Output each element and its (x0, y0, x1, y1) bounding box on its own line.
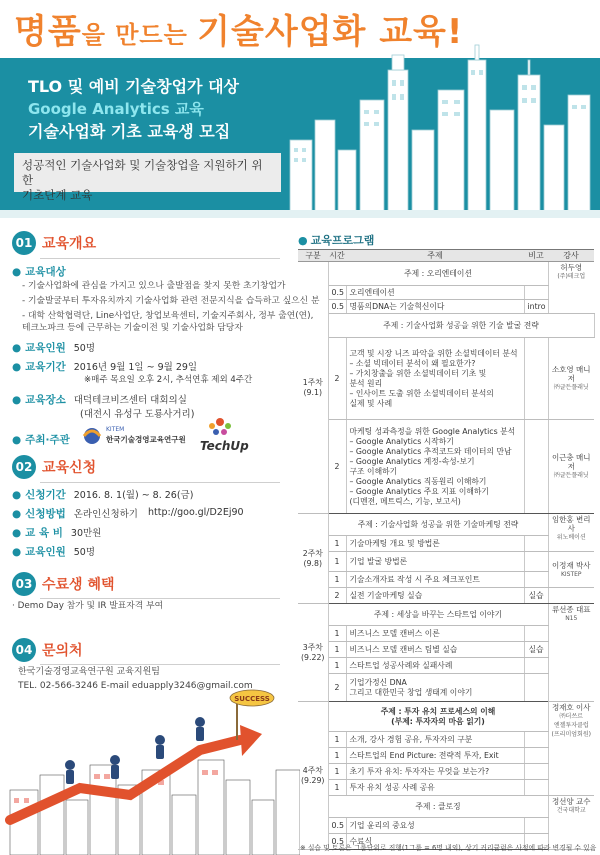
instructor-cell: 허두영 (주)테크업 (548, 262, 594, 314)
topic-cell: 기술마케팅 개요 및 방법론 (346, 536, 524, 552)
duration-cell: 1 (328, 536, 346, 552)
overview-place: ● 교육장소 대덕테크비즈센터 대회의실 (12, 394, 187, 406)
overview-people: ● 교육인원 50명 (12, 342, 96, 354)
bullet-icon: ● (12, 342, 22, 354)
duration-cell: 0.5 (328, 834, 346, 850)
topic-cell: 명품의DNA는 기술혁신이다 (346, 300, 524, 314)
topic-cell: 기업가정신 DNA 그리고 대한민국 창업 생태계 이야기 (346, 674, 524, 702)
contact-org: 한국기술경영교육연구원 교육지원팀 (18, 667, 160, 677)
overview-target-label: ● 교육대상 (12, 266, 66, 278)
note-cell: 실습 (524, 588, 548, 604)
period-note: ※매주 목요일 오후 2시, 추석연휴 제외 4주간 (84, 375, 253, 385)
bullet-icon: ● (12, 508, 22, 520)
techup-logo-icon (200, 415, 240, 441)
table-row (298, 702, 594, 732)
apply-url-link[interactable]: http://goo.gl/D2Ej90 (148, 507, 244, 518)
note-cell: 실습 (524, 642, 548, 658)
section-title: 수료생 혜택 (42, 577, 115, 593)
divider (40, 258, 280, 259)
success-sign-text: SUCCESS (234, 695, 270, 703)
note-cell (524, 286, 548, 300)
theme-cell: 주제 : 세상을 바꾸는 스타트업 이야기 (328, 604, 548, 626)
duration-cell: 0.5 (328, 286, 346, 300)
topic-cell: 비즈니스 모델 캔버스 팀별 실습 (346, 642, 524, 658)
bullet-icon: ● (12, 434, 22, 446)
duration-cell: 2 (328, 338, 346, 420)
duration-cell: 0.5 (328, 300, 346, 314)
table-row (298, 588, 594, 604)
duration-cell: 0.5 (328, 818, 346, 834)
table-header-row (298, 250, 594, 262)
target-item: - 기술발굴부터 투자유치까지 기술사업화 관련 전문지식을 습득하고 싶으신 분 (22, 296, 320, 306)
topic-cell: 수료식 (346, 834, 524, 850)
kitem-logo-tag: KITEM (106, 426, 125, 433)
section-title: 교육신청 (42, 460, 97, 476)
note-cell (524, 780, 548, 796)
subtitle-line-2: 기초단계 교육 (22, 188, 93, 202)
topic-cell: 기업 윤리의 중요성 (346, 818, 524, 834)
note-cell (524, 626, 548, 642)
target-item: 테크노파크 등에 근무하는 기술이전 및 기술사업화 담당자 (22, 323, 243, 333)
divider (40, 664, 280, 665)
column-header: 강사 (548, 250, 594, 262)
theme-cell: 주제 : 클로징 (328, 796, 548, 818)
overview-period: ● 교육기간 2016년 9월 1일 ~ 9월 29일 (12, 361, 198, 373)
kitem-logo (80, 424, 186, 446)
bullet-icon: ● (298, 234, 308, 247)
note-cell: intro (524, 300, 548, 314)
duration-cell: 1 (328, 748, 346, 764)
techup-logo (200, 415, 249, 455)
table-row (298, 552, 594, 572)
week-cell: 4주차 (9.29) (298, 702, 328, 850)
topic-cell: 기업 발굴 방법론 (346, 552, 524, 572)
table-row (298, 338, 594, 420)
bullet-icon: ● (12, 361, 22, 373)
note-cell (524, 732, 548, 748)
note-cell (524, 420, 548, 514)
note-cell (524, 818, 548, 834)
note-cell (524, 338, 548, 420)
duration-cell: 2 (328, 420, 346, 514)
techup-logo-text: TechUp (200, 439, 249, 453)
program-table (298, 249, 595, 850)
duration-cell: 1 (328, 658, 346, 674)
subtitle-box (14, 153, 281, 202)
topic-cell: 고객 및 시장 니즈 파악을 위한 소셜빅데이터 분석 – 소셜 빅데이터 분석이 왜 필요한가? – 가치창출을 위한 소셜빅데이터 기초 및 분석 원리 – 인사이트 도출 위한 소셜빅데이터 분석의 실제 및 사례 (346, 338, 524, 420)
section-contact-heading (12, 638, 83, 662)
instructor-cell (548, 588, 594, 604)
note-cell (524, 658, 548, 674)
apply-fee: ● 교 육 비 30만원 (12, 527, 102, 539)
note-cell (524, 748, 548, 764)
week-cell: 2주차 (9.8) (298, 514, 328, 604)
note-cell (524, 536, 548, 552)
bullet-icon: ● (12, 394, 22, 406)
topic-cell: 투자 유치 성공 사례 공유 (346, 780, 524, 796)
table-row (298, 262, 594, 286)
week-cell: 1주차 (9.1) (298, 262, 328, 514)
section-number: 04 (12, 638, 36, 662)
topic-cell: 오리엔테이션 (346, 286, 524, 300)
section-title: 문의처 (42, 643, 83, 659)
duration-cell: 1 (328, 626, 346, 642)
topic-cell: 마케팅 성과측정을 위한 Google Analytics 분석 – Google Analytics 시작하기 – Google Analytics 추적코드와 데이터의 만남 – Google Analytics 계정-속성-보기 구조 이해하기 – Google Analytics 직동원리 이해하기 – Google Analytics 주요 지표 이해하기 (디멘젼, 메트릭스, 기능, 보고서) (346, 420, 524, 514)
city-skyline-illustration (270, 0, 600, 218)
topic-cell: 소개, 강사 경험 공유, 투자자의 구분 (346, 732, 524, 748)
note-cell (524, 552, 548, 572)
duration-cell: 1 (328, 780, 346, 796)
instructor-cell: 임한홍 변리사 위노베이션 (548, 514, 594, 552)
week-cell: 3주차 (9.22) (298, 604, 328, 702)
instructor-cell: 정선양 교수 건국대학교 (548, 796, 594, 850)
target-item: - 기술사업화에 관심을 가지고 있으나 출발점을 찾지 못한 초기창업가 (22, 281, 286, 291)
divider (40, 598, 280, 599)
bullet-icon: ● (12, 266, 22, 278)
overview-host: ● 주최·주관 (12, 434, 70, 446)
duration-cell: 1 (328, 572, 346, 588)
theme-cell: 주제 : 기술사업화 성공을 위한 기술마케팅 전략 (328, 514, 548, 536)
table-row (298, 420, 594, 514)
topic-cell: 초기 투자 유치: 투자자는 무엇을 보는가? (346, 764, 524, 780)
note-cell (524, 764, 548, 780)
subtitle-line-1: 성공적인 기술사업화 및 기술창업을 지원하기 위한 (22, 158, 263, 187)
headline-recruit: 기술사업화 기초 교육생 모집 (28, 122, 231, 141)
kitem-logo-icon (80, 424, 104, 446)
column-header: 비고 (524, 250, 548, 262)
column-header: 시간 (329, 251, 345, 260)
duration-cell: 1 (328, 732, 346, 748)
title-part-c: 기술사업화 교육! (197, 12, 464, 52)
section-overview-heading (12, 231, 96, 255)
section-number: 01 (12, 231, 36, 255)
column-header: 주제 (346, 250, 524, 262)
section-benefit-heading (12, 572, 115, 596)
topic-cell: 실전 기술마케팅 실습 (346, 588, 524, 604)
section-title: 교육개요 (42, 236, 97, 252)
instructor-cell: 이정재 박사 KISTEP (548, 552, 594, 588)
title-part-b: 을 만드는 (81, 21, 198, 49)
headline-course: Google Analytics 교육 (28, 100, 204, 118)
topic-cell: 스타트업 성공사례와 실패사례 (346, 658, 524, 674)
table-row (298, 604, 594, 626)
section-number: 03 (12, 572, 36, 596)
table-row (298, 314, 594, 338)
benefit-item: · Demo Day 참가 및 IR 발표자격 부여 (12, 601, 164, 611)
headline-target: TLO 및 예비 기술창업가 대상 (28, 77, 239, 96)
apply-method: ● 신청방법 온라인신청하기 (12, 508, 138, 520)
note-cell (524, 674, 548, 702)
program-footnote: ※ 실습 및 토론은 그룹단위로 진행(1그룹 = 6명 내외), 상기 커리큘럼은 사정에 따라 변경될 수 있음 (300, 844, 597, 852)
duration-cell: 2 (328, 588, 346, 604)
contact-tel-email: TEL. 02-566-3246 E-mail eduapply3246@gmail.com (18, 681, 253, 691)
divider (40, 482, 280, 483)
header-bottom-stripe (0, 210, 600, 218)
apply-people: ● 교육인원 50명 (12, 546, 96, 558)
success-illustration (0, 670, 300, 855)
target-item: - 대학 산학협력단, Line사업단, 창업보육센터, 기술지주회사, 정부 출연(연), (22, 311, 314, 321)
header-banner (0, 0, 600, 218)
instructor-cell: 이근충 매니저 ㈜글든플래닛 (548, 420, 594, 514)
duration-cell: 1 (328, 642, 346, 658)
instructor-cell: 소호영 매니저 ㈜글든플래닛 (548, 338, 594, 420)
title-part-a: 명품 (14, 12, 82, 52)
instructor-cell: 류선종 대표 N15 (548, 604, 594, 702)
theme-cell: 주제 : 오리엔테이션 (328, 262, 548, 286)
duration-cell: 2 (328, 674, 346, 702)
duration-cell: 1 (328, 764, 346, 780)
bullet-icon: ● (12, 527, 22, 539)
theme-cell: 주제 : 투자 유치 프로세스의 이해 (부제: 투자자의 마음 읽기) (328, 702, 548, 732)
section-number: 02 (12, 455, 36, 479)
topic-cell: 기술소개자료 작성 시 주요 체크포인트 (346, 572, 524, 588)
program-heading: ● 교육프로그램 (298, 234, 375, 247)
topic-cell: 비즈니스 모델 캔버스 이론 (346, 626, 524, 642)
duration-cell: 1 (328, 552, 346, 572)
topic-cell: 스타트업의 End Picture: 전략적 투자, Exit (346, 748, 524, 764)
section-apply-heading (12, 455, 96, 479)
table-row (298, 514, 594, 536)
kitem-logo-text: 한국기술경영교육연구원 (106, 435, 186, 444)
bullet-icon: ● (12, 546, 22, 558)
instructor-cell: 정재호 이사 ㈜더쓰르 엔젤투자클럽(프리미엄회원) (548, 702, 594, 796)
column-header: 구분 (298, 250, 328, 262)
theme-cell: 주제 : 기술사업화 성공을 위한 기술 발굴 전략 (328, 314, 594, 338)
note-cell (524, 572, 548, 588)
table-row (298, 796, 594, 818)
place-detail: (대전시 유성구 도룡사거리) (80, 409, 195, 420)
apply-period: ● 신청기간 2016. 8. 1(월) ~ 8. 26(금) (12, 489, 194, 501)
bullet-icon: ● (12, 489, 22, 501)
